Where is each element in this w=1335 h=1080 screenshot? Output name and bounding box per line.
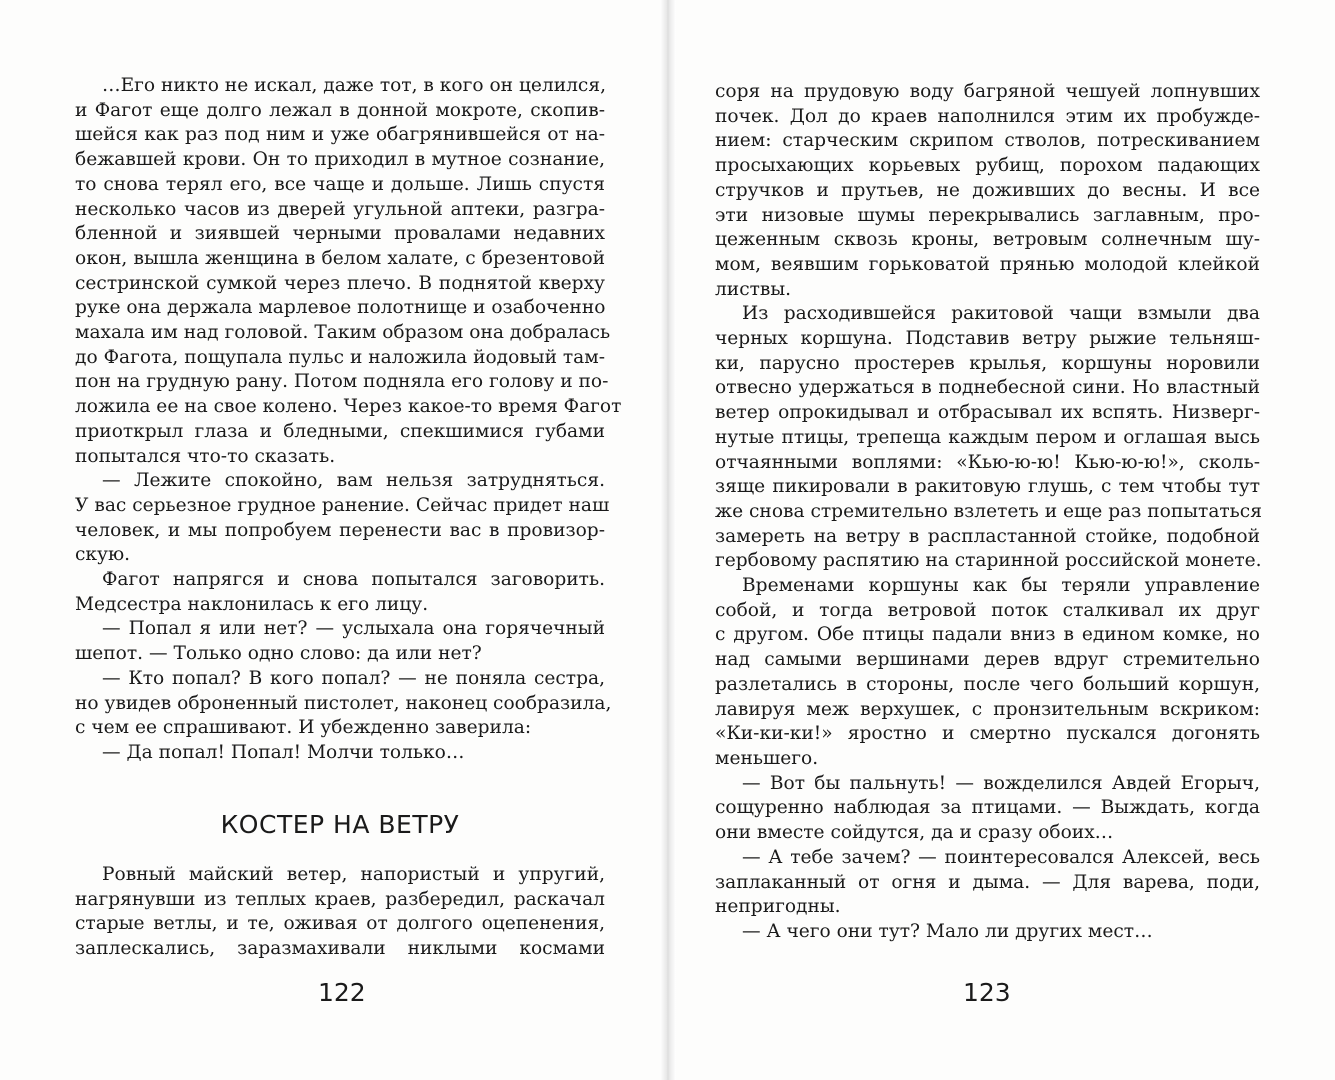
text-line: Временами коршуны как бы теряли управление	[742, 575, 1260, 597]
text-line: …Его никто не искал, даже тот, в кого он целился,	[102, 75, 606, 96]
text-line: с чем ее спрашивают. И убежденно заверила:	[75, 717, 532, 739]
text-line: сощуренно наблюдая за птицами. — Выждать, когда	[715, 797, 1260, 819]
text-line: до Фагота, пощупала пульс и наложила йодовый там-	[75, 346, 605, 368]
text-line: отвесно удержаться в поднебесной сини. Но властный	[715, 377, 1260, 399]
text-line: приоткрыл глаза и бледными, спекшимися губами	[75, 420, 605, 442]
text-line: стручков и прутьев, не доживших до весны. И все	[715, 179, 1260, 201]
text-line: — А тебе зачем? — поинтересовался Алексей, весь	[742, 846, 1260, 868]
text-line: и Фагот еще долго лежал в донной мокроте, скопив-	[75, 99, 605, 121]
text-line: — Да попал! Попал! Молчи только…	[102, 741, 465, 763]
text-line: — Вот бы пальнуть! — вожделился Авдей Егорыч,	[742, 772, 1260, 794]
text-line: ветер опрокидывал и отбрасывал их вспять. Низверг-	[715, 402, 1260, 424]
text-line: шепот. — Только одно слово: да или нет?	[75, 643, 482, 665]
text-line: У вас серьезное грудное ранение. Сейчас придет наш	[75, 494, 610, 516]
text-line: разлетались в стороны, после чего больший коршун,	[715, 673, 1260, 695]
text-line: руке она держала марлевое полотнище и озабоченно	[75, 297, 606, 319]
text-line: черных коршуна. Подставив ветру рыжие тельняш-	[715, 328, 1260, 350]
text-line: лавируя меж верхушек, с пронзительным вскриком:	[715, 698, 1260, 720]
text-line: то снова терял его, все чаще и дольше. Лишь спустя	[75, 173, 605, 195]
text-line: скую.	[75, 544, 131, 566]
text-line: — Кто попал? В кого попал? — не поняла сестра,	[102, 667, 605, 689]
text-line: просыхающих корьевых рубищ, порохом падающих	[715, 155, 1260, 177]
text-line: Фагот напрягся и снова попытался заговорить.	[102, 569, 605, 591]
text-line: заплаканный от огня и дыма. — Для варева, поди,	[715, 871, 1260, 893]
text-line: шейся как раз под ним и уже обагрянившейся от на-	[75, 124, 605, 146]
text-line: собой, и тогда ветровой поток сталкивал их друг	[715, 599, 1260, 621]
text-line: «Ки-ки-ки!» яростно и смертно пускался догонять	[715, 723, 1260, 745]
text-line: Медсестра наклонилась к его лицу.	[75, 593, 429, 615]
text-line: Из расходившейся ракитовой чащи взмыли два	[742, 303, 1260, 325]
text-line: гербовому распятию на старинной российской монете.	[715, 550, 1262, 572]
text-line: нагрянувши из теплых краев, разбередил, раскачал	[75, 888, 605, 910]
text-line: с другом. Обе птицы падали вниз в едином комке, но	[715, 624, 1260, 646]
page-number-left: 122	[318, 978, 366, 1007]
chapter-heading: КОСТЕР НА ВЕТРУ	[220, 810, 460, 839]
text-line: над самыми вершинами дерев вдруг стремительно	[715, 649, 1260, 671]
text-line: махала им над головой. Таким образом она добралась	[75, 322, 611, 344]
text-line: несколько часов из дверей угульной аптеки, разгра-	[75, 198, 605, 220]
text-line: же снова стремительно взлететь и еще раз попытаться	[715, 500, 1262, 522]
page-number-right: 123	[963, 978, 1011, 1007]
text-line: эти низовые шумы перекрывались заглавным, про-	[715, 204, 1260, 226]
text-line: почек. Дол до краев наполнился этим их пробужде-	[715, 105, 1260, 127]
text-line: Ровный майский ветер, напористый и упругий,	[102, 864, 605, 885]
text-line: листвы.	[715, 278, 792, 300]
text-line: замереть на ветру в распластанной стойке, подобной	[715, 525, 1260, 547]
chapter-opening-text	[75, 863, 605, 962]
text-line: — Попал я или нет? — услыхала она горячечный	[102, 618, 605, 640]
text-line: бежавшей крови. Он то приходил в мутное сознание,	[75, 149, 605, 171]
book-gutter	[660, 0, 676, 1080]
text-line: мом, веявшим горьковатой прянью молодой клейкой	[715, 253, 1260, 275]
text-line: человек, и мы попробуем перенести вас в провизор-	[75, 519, 605, 541]
text-line: непригодны.	[715, 896, 841, 918]
text-line: ки, парусно простерев крылья, коршуны норовили	[715, 352, 1260, 374]
text-line: цеженным сквозь кроны, ветровым солнечным шу-	[715, 229, 1260, 251]
text-line: ложила ее на свое колено. Через какое-то время Фагот	[75, 396, 622, 418]
right-page-body-text	[715, 80, 1260, 945]
text-line: старые ветлы, и те, оживая от долгого оцепенения,	[75, 913, 605, 935]
text-line: — А чего они тут? Мало ли других мест…	[742, 920, 1153, 942]
text-line: нутые птицы, трепеща каждым пером и оглашая высь	[715, 426, 1260, 448]
text-line: нием: старческим скрипом стволов, потрескиванием	[715, 130, 1260, 152]
left-page-body-text	[75, 74, 622, 766]
text-line: окон, вышла женщина в белом халате, с брезентовой	[75, 247, 605, 269]
text-line: заплескались, заразмахивали никлыми космами	[75, 938, 605, 960]
text-line: зяще пикировали в ракитовую глушь, с тем чтобы тут	[715, 476, 1260, 498]
text-line: меньшего.	[715, 747, 819, 769]
text-line: соря на прудовую воду багряной чешуей лопнувших	[715, 81, 1260, 102]
text-line: но увидев оброненный пистолет, наконец сообразила,	[75, 692, 612, 714]
text-line: пон на грудную рану. Потом подняла его голову и по-	[75, 371, 609, 393]
text-line: — Лежите спокойно, вам нельзя затрудняться.	[102, 470, 605, 492]
text-line: они вместе сойдутся, да и сразу обоих…	[715, 822, 1114, 844]
text-line: попытался что-то сказать.	[75, 445, 336, 467]
text-line: бленной и зиявшей черными провалами недавних	[75, 223, 605, 245]
text-line: сестринской сумкой через плечо. В поднятой кверху	[75, 272, 605, 294]
text-line: отчаянными воплями: «Кью-ю-ю! Кью-ю-ю!», сколь-	[715, 451, 1260, 473]
